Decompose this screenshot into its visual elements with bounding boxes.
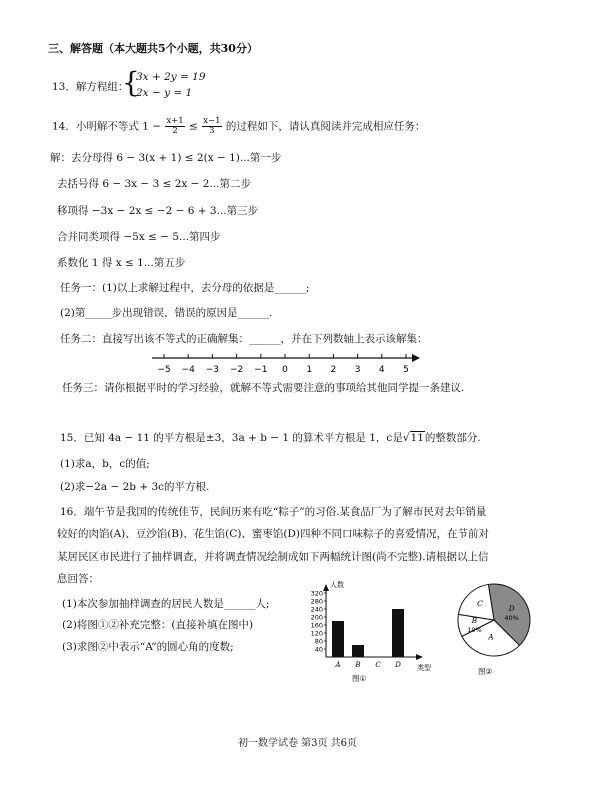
bar-chart-title: 图① [352,674,367,683]
bar-chart-bars [332,609,404,669]
number-line-tick-label: 1 [306,365,313,375]
sqrt-sign: √ [402,432,410,444]
fraction-2 [202,117,221,136]
q14-step5: 系数化 1 得 x ≤ 1...第五步 [57,257,186,269]
bar-chart-category-label: B [355,661,361,669]
bar-A [332,621,344,657]
fraction-1-den: 2 [172,126,178,136]
bar-chart-ytick-label: 320 [310,589,323,598]
number-line-tick-label: 4 [378,365,385,375]
number-line-tick-label: 5 [403,365,409,375]
q14-step3: 移项得 −3x − 2x ≤ −2 − 6 + 3...第三步 [57,205,259,217]
q15-text-pre: 15．已知 4a − 11 的平方根是±3，3a + b − 1 的算术平方根是 1，c是 [60,432,403,444]
pie-slice-label: D [508,604,515,614]
bar-chart-category-label: A [335,661,341,669]
q15-p2: (2)求−2a − 2b + 3c的平方根. [60,481,210,493]
q15-text [60,431,481,445]
bar-D [392,609,404,657]
number-line-tick-label: −4 [181,365,195,375]
fraction-1-num: x+1 [166,116,184,126]
q15-p1: (1)求a，b，c的值; [60,458,150,470]
bar-chart-xlabel: 类型 [417,664,431,672]
q14-intro [52,117,425,136]
q16-p1: (1)本次参加抽样调查的居民人数是______人; [62,598,270,610]
q14-step4: 合并同类项得 −5x ≤ − 5...第四步 [57,231,221,243]
q16-p2: (2)将图①②补充完整：(直接补填在图中) [62,619,254,631]
q14-step2: 去括号得 6 − 3x − 3 ≤ 2x − 2...第二步 [57,178,251,190]
q16-line2: 较好的肉馅(A)、豆沙馅(B)、花生馅(C)、蜜枣馅(D)四种不同口味粽子的喜爱情况，在节前对 [57,528,490,540]
bar-chart-category-label: D [395,661,401,669]
number-line-tick-label: 0 [282,365,288,375]
bar-chart-ytick-label: 160 [310,621,323,630]
q14-intro-pre: 14．小明解不等式 1 − [52,120,162,133]
fraction-2-num: x−1 [203,116,221,126]
pie-slice-label: B [471,616,478,626]
bar-chart-yticks [311,590,326,654]
bar-chart-category-label: C [375,661,381,669]
pie-chart-slices [458,584,530,656]
bar-B [352,645,364,657]
number-line-tick-label: 2 [330,365,337,375]
number-line-tick-label: −5 [157,365,171,375]
pie-slice-label: A [488,632,494,642]
q14-task1b: (2)第_____步出现错误，错误的原因是______. [60,307,273,319]
pie-slice-label: C [477,598,483,608]
pie-chart [450,578,540,678]
pie-slice-percent: 10% [467,626,482,635]
q14-task3: 任务三：请你根据平时的学习经验，就解不等式需要注意的事项给其他同学提一条建议. [62,382,465,394]
number-line-tick-label: −3 [205,365,220,375]
q13-eq2: 2x − y = 1 [136,87,193,99]
number-line-arrow [412,354,420,362]
bar-chart [290,575,440,683]
q14-intro-post: 的过程如下，请认真阅读并完成相应任务： [225,120,426,133]
q16-line3: 某居民区市民进行了抽样调查，并将调查情况绘制成如下两幅统计图(尚不完整).请根据以上信 [57,551,489,563]
q16-p3: (3)求图②中表示“A”的圆心角的度数; [62,641,234,653]
bar-chart-ytick-label: 280 [310,597,323,606]
q14-task2: 任务二：直接写出该不等式的正确解集：______，并在下列数轴上表示该解集： [60,333,428,345]
number-line-ticks [157,354,409,375]
number-line-tick-label: −2 [229,365,244,375]
bar-chart-ytick-label: 200 [310,613,323,622]
bar-chart-y-arrow [323,584,329,591]
bar-chart-x-arrow [416,654,423,660]
number-line-tick-label: −1 [254,365,268,375]
number-line [150,350,422,382]
q16-line1: 16．端午节是我国的传统佳节，民间历来有吃“粽子”的习俗.某食品厂为了解市民对去年销量 [60,506,487,518]
bar-chart-ytick-label: 120 [310,629,323,638]
q13-eq1: 3x + 2y = 19 [136,71,206,83]
number-line-tick-label: 3 [354,365,361,375]
q15-text-post: 的整数部分. [424,432,481,444]
system-brace: { [122,66,140,99]
bar-chart-ytick-label: 40 [314,645,323,654]
q14-task1a: 任务一：(1)以上求解过程中，去分母的依据是______; [60,282,310,294]
bar-chart-ytick-label: 240 [310,605,323,614]
q14-le: ≤ [189,120,198,133]
fraction-2-den: 3 [209,126,215,136]
q14-step1: 解：去分母得 6 − 3(x + 1) ≤ 2(x − 1)...第一步 [50,152,282,164]
pie-chart-title: 图② [478,667,493,676]
sqrt-value: 11 [410,432,424,444]
fraction-1 [165,117,184,136]
pie-slice-percent: 40% [504,614,519,623]
bar-chart-ytick-label: 80 [314,637,323,646]
bar-chart-ylabel: 人数 [330,581,344,589]
q16-line4: 息回答： [57,573,99,585]
page-footer: 初一数学试卷 第3页 共6页 [237,738,358,749]
q13-label: 13．解方程组： [52,81,129,93]
section-title: 三、解答题（本大题共5个小题，共30分） [48,42,258,55]
